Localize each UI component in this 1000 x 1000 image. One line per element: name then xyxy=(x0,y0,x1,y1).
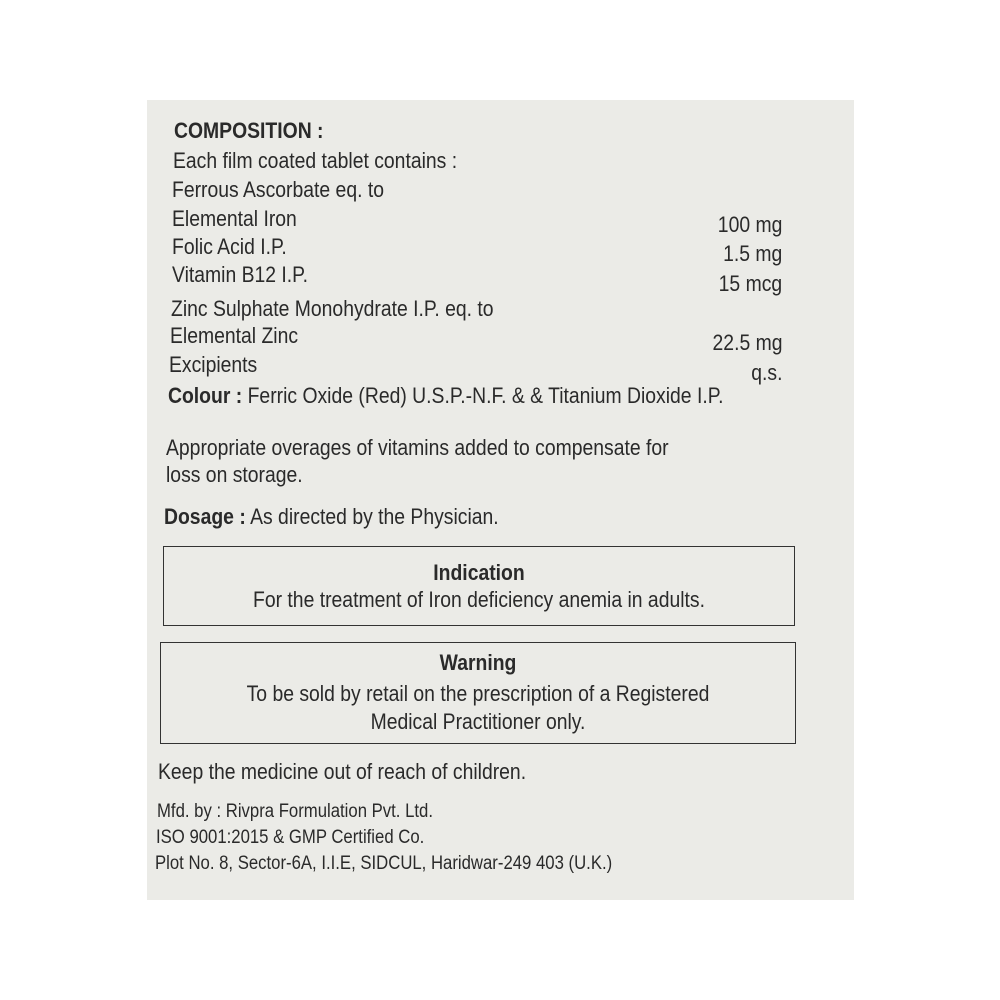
overages-line-2: loss on storage. xyxy=(166,462,303,487)
indication-box xyxy=(163,546,795,626)
colour-line xyxy=(168,383,724,409)
ingredient-amount: 1.5 mg xyxy=(722,241,782,266)
indication-title: Indication xyxy=(433,560,525,585)
warning-line-1: To be sold by retail on the prescription of a Registered xyxy=(246,681,710,706)
ingredient-name: Elemental Iron xyxy=(172,206,297,231)
ingredient-name: Excipients xyxy=(169,352,258,377)
dosage-value: As directed by the Physician. xyxy=(250,504,499,529)
warning-title: Warning xyxy=(439,650,517,675)
composition-heading: COMPOSITION : xyxy=(174,118,324,143)
manufacturer-line-2: ISO 9001:2015 & GMP Certified Co. xyxy=(156,827,425,848)
overages-line-1: Appropriate overages of vitamins added to compensate for xyxy=(166,435,669,460)
composition-intro: Each film coated tablet contains : xyxy=(173,148,458,173)
ingredient-amount: 22.5 mg xyxy=(712,330,782,355)
colour-label: Colour : xyxy=(168,383,243,408)
ingredient-name: Zinc Sulphate Monohydrate I.P. eq. to xyxy=(171,296,494,321)
indication-text: For the treatment of Iron deficiency anemia in adults. xyxy=(253,587,705,612)
dosage-line xyxy=(164,504,499,530)
ingredient-name: Folic Acid I.P. xyxy=(172,234,287,259)
label-panel xyxy=(147,100,854,900)
ingredient-amount: 15 mcg xyxy=(718,271,782,296)
ingredient-name: Ferrous Ascorbate eq. to xyxy=(172,177,384,202)
dosage-label: Dosage : xyxy=(164,504,246,529)
ingredient-name: Elemental Zinc xyxy=(170,323,299,348)
ingredient-amount: q.s. xyxy=(750,360,782,385)
manufacturer-line-3: Plot No. 8, Sector-6A, I.I.E, SIDCUL, Haridwar-249 403 (U.K.) xyxy=(155,853,613,874)
warning-box xyxy=(160,642,796,744)
warning-line-2: Medical Practitioner only. xyxy=(370,709,586,734)
ingredient-amount: 100 mg xyxy=(717,212,782,237)
ingredient-name: Vitamin B12 I.P. xyxy=(172,262,308,287)
manufacturer-line-1: Mfd. by : Rivpra Formulation Pvt. Ltd. xyxy=(157,801,433,822)
colour-value: Ferric Oxide (Red) U.S.P.-N.F. & & Titanium Dioxide I.P. xyxy=(247,383,724,408)
keep-out-notice: Keep the medicine out of reach of children. xyxy=(158,759,527,784)
